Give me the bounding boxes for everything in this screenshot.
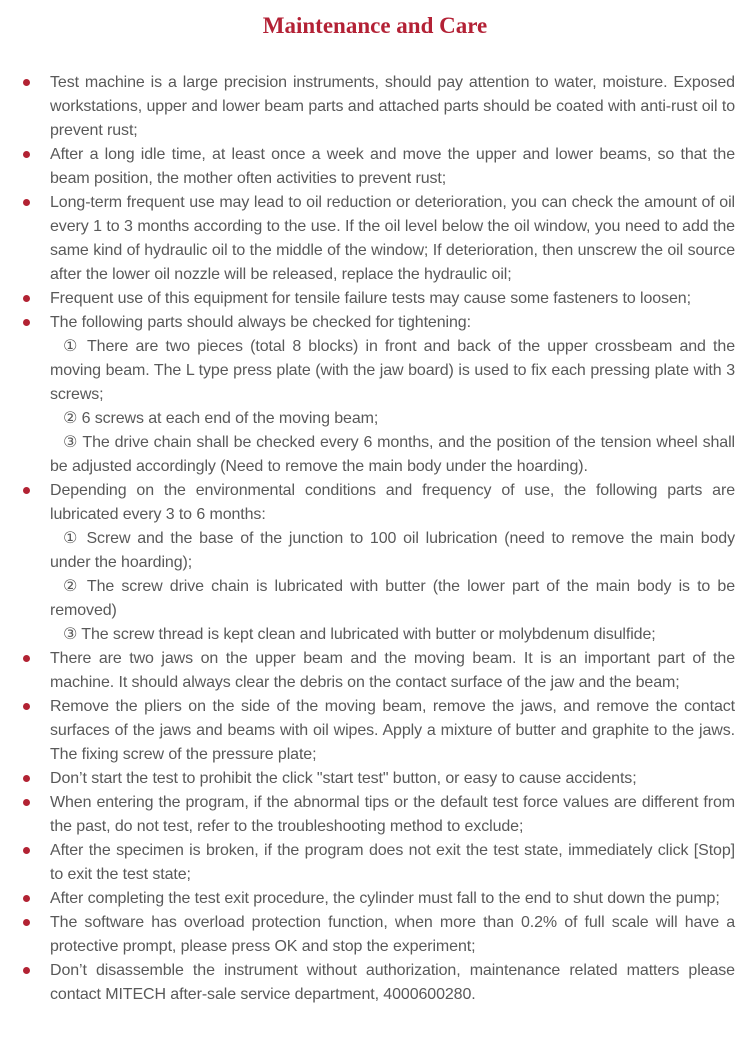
list-item-text: There are two jaws on the upper beam and the moving beam. It is an important part of the machine. It should always clear the debris on the contact surface of the jaw and the beam; [50, 650, 735, 691]
list-item-text: After completing the test exit procedure, the cylinder must fall to the end to shut down the pump; [50, 890, 720, 907]
list-item-text: Don’t disassemble the instrument without authorization, maintenance related matters please contact MITECH after-sale service department, 4000600280. [50, 962, 735, 1003]
bullet-dot-icon [23, 847, 30, 854]
bullet-dot-icon [23, 319, 30, 326]
list-item-subitem: ① Screw and the base of the junction to 100 oil lubrication (need to remove the main body under the hoarding); [50, 530, 735, 571]
list-item-text: The following parts should always be checked for tightening: [50, 314, 471, 331]
list-item-subitem: ② 6 screws at each end of the moving beam; [63, 410, 379, 427]
list-item [22, 647, 735, 695]
list-item [22, 695, 735, 767]
list-item-subitem: ③ The drive chain shall be checked every 6 months, and the position of the tension wheel shall be adjusted accordingly (Need to remove the main body under the hoarding). [50, 434, 735, 475]
list-item-text: Don’t start the test to prohibit the click "start test" button, or easy to cause accidents; [50, 770, 637, 787]
list-item-text: Depending on the environmental conditions and frequency of use, the following parts are lubricated every 3 to 6 months: [50, 482, 735, 523]
list-item-text: Frequent use of this equipment for tensile failure tests may cause some fasteners to loosen; [50, 290, 691, 307]
list-item [22, 887, 735, 911]
list-item-text: Test machine is a large precision instruments, should pay attention to water, moisture. Exposed workstations, upper and lower beam parts and attached parts should be coated with anti-rust oil to prevent rust; [50, 74, 735, 139]
list-item [22, 791, 735, 839]
list-item [22, 191, 735, 287]
list-item [22, 479, 735, 647]
list-item-text: After the specimen is broken, if the program does not exit the test state, immediately click [Stop] to exit the test state; [50, 842, 735, 883]
list-item [22, 287, 735, 311]
list-item [22, 839, 735, 887]
list-item-subitem: ① There are two pieces (total 8 blocks) in front and back of the upper crossbeam and the moving beam. The L type press plate (with the jaw board) is used to fix each pressing plate with 3 screws; [50, 338, 735, 403]
list-item-subitem: ② The screw drive chain is lubricated with butter (the lower part of the main body is to be removed) [50, 578, 735, 619]
bullet-dot-icon [23, 295, 30, 302]
bullet-dot-icon [23, 199, 30, 206]
list-item-text: Remove the pliers on the side of the moving beam, remove the jaws, and remove the contact surfaces of the jaws and beams with oil wipes. Apply a mixture of butter and graphite to the jaws. The fixing screw of the pressure plate; [50, 698, 735, 763]
list-item [22, 767, 735, 791]
list-item-text: After a long idle time, at least once a week and move the upper and lower beams, so that the beam position, the mother often activities to prevent rust; [50, 146, 735, 187]
bullet-dot-icon [23, 151, 30, 158]
list-item [22, 71, 735, 143]
bullet-list [22, 71, 735, 1007]
list-item [22, 911, 735, 959]
bullet-dot-icon [23, 79, 30, 86]
bullet-dot-icon [23, 895, 30, 902]
bullet-dot-icon [23, 487, 30, 494]
list-item [22, 143, 735, 191]
bullet-dot-icon [23, 919, 30, 926]
list-item-text: When entering the program, if the abnormal tips or the default test force values are different from the past, do not test, refer to the troubleshooting method to exclude; [50, 794, 735, 835]
list-item [22, 311, 735, 479]
list-item [22, 959, 735, 1007]
bullet-dot-icon [23, 799, 30, 806]
bullet-dot-icon [23, 655, 30, 662]
document-body [0, 71, 750, 1007]
list-item-text: The software has overload protection function, when more than 0.2% of full scale will have a protective prompt, please press OK and stop the experiment; [50, 914, 735, 955]
bullet-dot-icon [23, 703, 30, 710]
bullet-dot-icon [23, 967, 30, 974]
list-item-text: Long-term frequent use may lead to oil reduction or deterioration, you can check the amount of oil every 1 to 3 months according to the use. If the oil level below the oil window, you need to add the same kind of hydraulic oil to the middle of the window; If deterioration, then unscrew the oil source after the lower oil nozzle will be released, replace the hydraulic oil; [50, 194, 735, 283]
list-item-subitem: ③ The screw thread is kept clean and lubricated with butter or molybdenum disulfide; [63, 626, 656, 643]
bullet-dot-icon [23, 775, 30, 782]
page-title: Maintenance and Care [262, 13, 488, 38]
